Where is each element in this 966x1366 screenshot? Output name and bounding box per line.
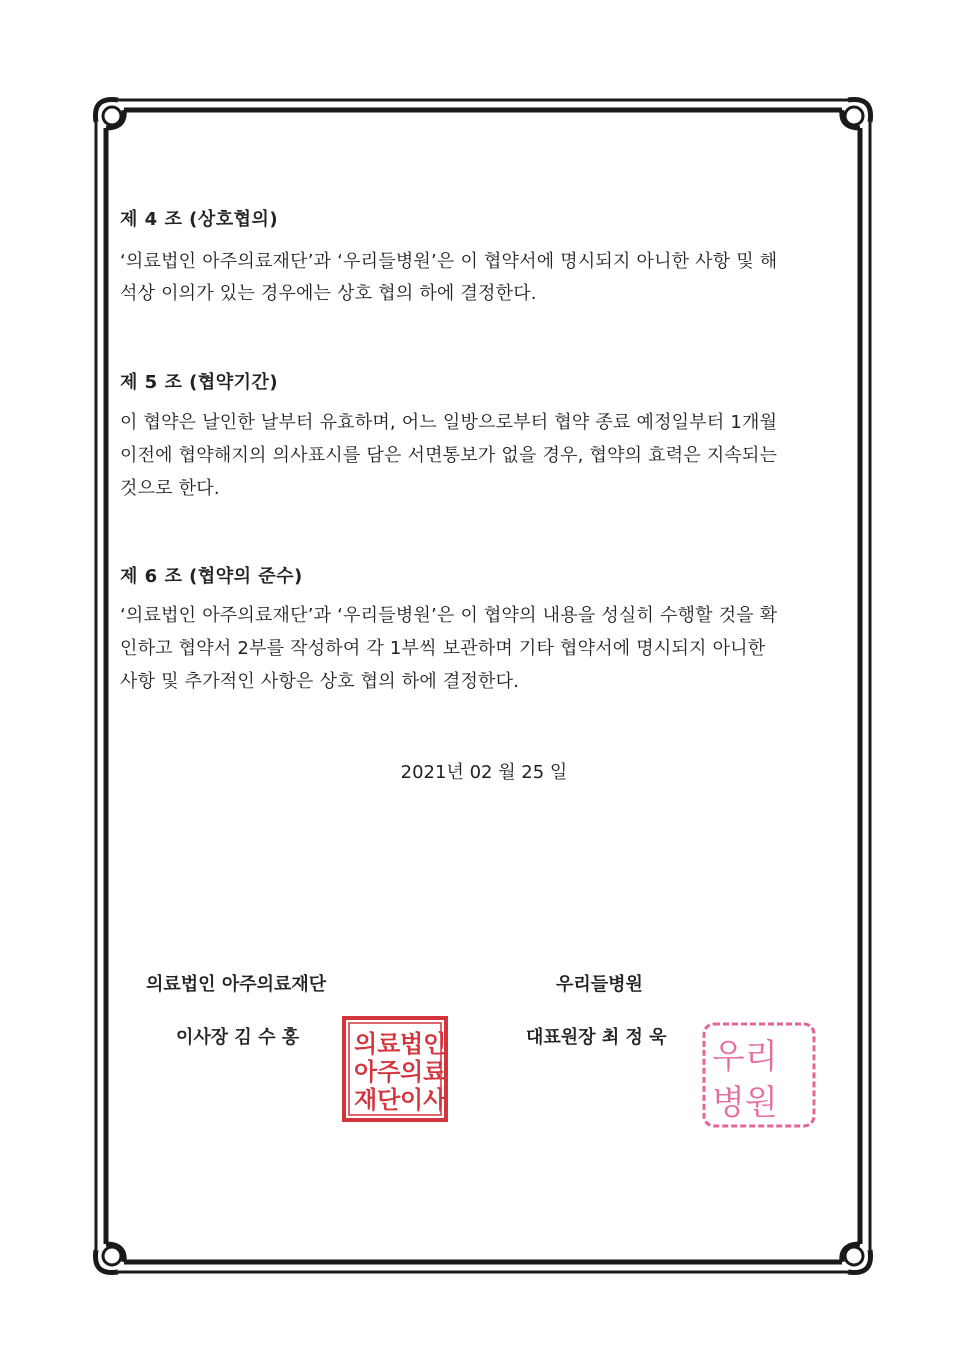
article-4-line-1: ‘의료법인 아주의료재단’과 ‘우리들병원’은 이 협약서에 명시되지 아니한 사항 및 해 (120, 251, 778, 272)
article-5-line-2: 이전에 협약해지의 의사표시를 담은 서면통보가 없을 경우, 협약의 효력은 지속되는 (120, 445, 778, 466)
article-5-line-3: 것으로 한다. (120, 478, 220, 499)
left-organization-name: 의료법인 아주의료재단 (146, 974, 327, 995)
article-4-heading: 제 4 조 (상호협의) (120, 209, 279, 230)
left-signatory: 이사장 김 수 홍 (176, 1027, 300, 1048)
svg-text:이사: 이사 (400, 1085, 447, 1114)
article-6-line-3: 사항 및 추가적인 사항은 상호 협의 하에 결정한다. (120, 671, 520, 692)
corner-ornament-top-right (842, 99, 871, 128)
svg-text:의료: 의료 (400, 1057, 447, 1086)
article-6-heading: 제 6 조 (협약의 준수) (120, 566, 303, 587)
svg-text:병원: 병원 (712, 1083, 778, 1123)
article-6-line-2: 인하고 협약서 2부를 작성하여 각 1부씩 보관하며 기타 협약서에 명시되지 아니한 (120, 638, 766, 659)
article-5-heading: 제 5 조 (협약기간) (120, 372, 279, 393)
svg-text:아주: 아주 (354, 1057, 401, 1086)
svg-text:의료: 의료 (354, 1029, 401, 1058)
right-signatory: 대표원장 최 정 욱 (526, 1027, 667, 1048)
svg-text:재단: 재단 (354, 1085, 401, 1114)
svg-text:우리: 우리 (712, 1037, 778, 1077)
article-5-line-1: 이 협약은 날인한 날부터 유효하며, 어느 일방으로부터 협약 종료 예정일부터 1개월 (120, 412, 778, 433)
right-organization-name: 우리들병원 (556, 974, 643, 995)
corner-ornament-bottom-right (842, 1244, 871, 1273)
article-6-line-1: ‘의료법인 아주의료재단’과 ‘우리들병원’은 이 협약의 내용을 성실히 수행할 것을 확 (120, 605, 778, 626)
corner-ornament-bottom-left (95, 1244, 124, 1273)
article-4-line-2: 석상 이의가 있는 경우에는 상호 협의 하에 결정한다. (120, 283, 537, 304)
agreement-date: 2021년 02 월 25 일 (400, 762, 568, 783)
corner-ornament-top-left (95, 99, 124, 128)
left-official-seal (340, 1014, 450, 1124)
svg-text:법인: 법인 (400, 1029, 447, 1058)
right-official-seal (698, 1018, 820, 1132)
